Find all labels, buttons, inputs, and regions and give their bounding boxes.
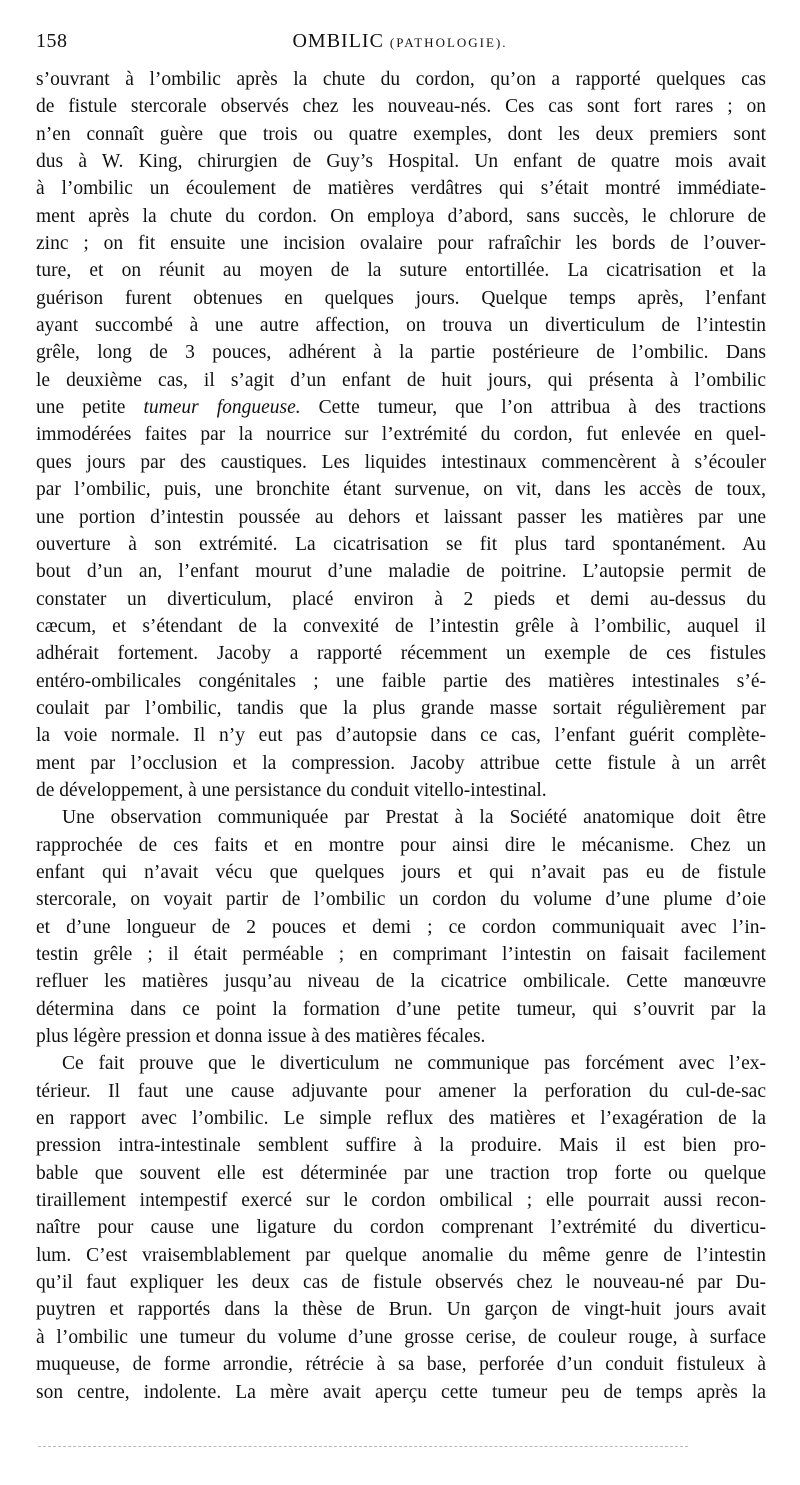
text-line: ayant succombé à une autre affection, on trouva un diverticulum de l’intestin — [36, 315, 766, 337]
text-line: en rapport avec l’ombilic. Le simple reflux des matières et l’exagération de la — [36, 1108, 766, 1130]
text-line: guérison furent obtenues en quelques jours. Quelque temps après, l’enfant — [36, 287, 766, 309]
text-line: Ce fait prouve que le diverticulum ne communique pas forcément avec l’ex- — [62, 1053, 766, 1075]
text-line: testin grêle ; il était perméable ; en comprimant l’intestin on faisait facilement — [36, 944, 766, 965]
text-line: ture, et on réunit au moyen de la suture entortillée. La cicatrisation et la — [36, 260, 766, 282]
text-line: le deuxième cas, il s’agit d’un enfant de huit jours, qui présenta à l’ombilic — [36, 369, 766, 391]
paragraph — [36, 1050, 766, 1405]
text-line — [36, 394, 766, 421]
text-line: ment après la chute du cordon. On employa d’abord, sans succès, le chlorure de — [36, 205, 766, 227]
text-line: bable que souvent elle est déterminée par une traction trop forte ou quelque — [36, 1162, 766, 1184]
footer-rule — [38, 1446, 688, 1447]
paragraph — [36, 804, 766, 1050]
text-line: ques jours par des caustiques. Les liquides intestinaux commencèrent à s’écouler — [36, 451, 766, 473]
text-line: immodérées faites par la nourrice sur l’extrémité du cordon, fut enlevée en quel- — [36, 424, 766, 446]
paragraph — [36, 66, 766, 804]
text-line: refluer les matières jusqu’au niveau de la cicatrice ombilicale. Cette manœuvre — [36, 971, 766, 993]
text-line: rapprochée de ces faits et en montre pour ainsi dire le mécanisme. Chez un — [36, 834, 766, 856]
text-line: entéro-ombilicales congénitales ; une faible partie des matières intestinales s’é- — [36, 670, 766, 692]
text-line: qu’il faut expliquer les deux cas de fistule observés chez le nouveau-né par Du- — [36, 1272, 766, 1294]
running-head — [36, 30, 764, 53]
text-line: bout d’un an, l’enfant mourut d’une maladie de poitrine. L’autopsie permit de — [36, 561, 766, 583]
text-line: enfant qui n’avait vécu que quelques jours et qui n’avait pas eu de fistule — [36, 861, 766, 883]
running-head-title: OMBILIC — [292, 30, 384, 52]
text-line: cæcum, et s’étendant de la convexité de l’intestin grêle à l’ombilic, auquel il — [36, 615, 766, 637]
text-line: térieur. Il faut une cause adjuvante pour amener la perforation du cul-de-sac — [36, 1080, 766, 1102]
text-line: puytren et rapportés dans la thèse de Brun. Un garçon de vingt-huit jours avait — [36, 1299, 766, 1321]
text-line: lum. C’est vraisemblablement par quelque anomalie du même genre de l’intestin — [36, 1244, 766, 1266]
text-segment: Cette tumeur, que l’on attribua à des tractions — [300, 397, 767, 419]
text-line: grêle, long de 3 pouces, adhérent à la partie postérieure de l’ombilic. Dans — [36, 342, 766, 364]
text-line: la voie normale. Il n’y eut pas d’autopsie dans ce cas, l’enfant guérit complète- — [36, 725, 766, 747]
text-line: muqueuse, de forme arrondie, rétrécie à sa base, perforée d’un conduit fistuleux à — [36, 1354, 766, 1376]
text-line: Une observation communiquée par Prestat à la Société anatomique doit être — [62, 807, 766, 829]
text-line: constater un diverticulum, placé environ à 2 pieds et demi au-dessus du — [36, 588, 766, 610]
text-line: et d’une longueur de 2 pouces et demi ; ce cordon communiquait avec l’in- — [36, 916, 766, 938]
text-line: tiraillement intempestif exercé sur le cordon ombilical ; elle pourrait aussi recon- — [36, 1190, 766, 1212]
text-line: à l’ombilic une tumeur du volume d’une grosse cerise, de couleur rouge, à surface — [36, 1326, 766, 1348]
text-line: dus à W. King, chirurgien de Guy’s Hospital. Un enfant de quatre mois avait — [36, 151, 766, 173]
text-segment: une petite — [36, 397, 144, 419]
text-line: ment par l’occlusion et la compression. Jacoby attribue cette fistule à un arrêt — [36, 752, 766, 774]
text-line: n’en connaît guère que trois ou quatre exemples, dont les deux premiers sont — [36, 123, 766, 145]
text-line: plus légère pression et donna issue à des matières fécales. — [36, 1026, 486, 1048]
text-line: adhérait fortement. Jacoby a rapporté récemment un exemple de ces fistules — [36, 643, 766, 665]
text-line: stercorale, on voyait partir de l’ombilic un cordon du volume d’une plume d’oie — [36, 889, 766, 911]
text-line: détermina dans ce point la formation d’une petite tumeur, qui s’ouvrit par la — [36, 998, 766, 1020]
text-line: par l’ombilic, puis, une bronchite étant survenue, on vit, dans les accès de toux, — [36, 479, 766, 501]
body-text — [36, 66, 766, 1406]
text-line: coulait par l’ombilic, tandis que la plus grande masse sortait régulièrement par — [36, 697, 766, 719]
text-line: son centre, indolente. La mère avait aperçu cette tumeur peu de temps après la — [36, 1381, 766, 1403]
text-line: de fistule stercorale observés chez les nouveau-nés. Ces cas sont fort rares ; on — [36, 96, 766, 118]
text-line: pression intra-intestinale semblent suffire à la produire. Mais il est bien pro- — [36, 1135, 766, 1157]
page-number: 158 — [36, 30, 68, 52]
text-line: ouverture à son extrémité. La cicatrisation se fit plus tard spontanément. Au — [36, 533, 766, 555]
text-line: naître pour cause une ligature du cordon comprenant l’extrémité du diverticu- — [36, 1217, 766, 1239]
text-line: s’ouvrant à l’ombilic après la chute du cordon, qu’on a rapporté quelques cas — [36, 69, 766, 90]
running-head-subtitle: (PATHOLOGIE). — [389, 35, 508, 50]
text-line: une portion d’intestin poussée au dehors et laissant passer les matières par une — [36, 506, 766, 528]
text-line: de développement, à une persistance du conduit vitello-intestinal. — [36, 779, 547, 801]
page-header — [36, 30, 764, 56]
text-line: à l’ombilic un écoulement de matières verdâtres qui s’était montré immédiate- — [36, 178, 766, 200]
italic-term: tumeur fongueuse. — [143, 397, 301, 419]
text-line: zinc ; on fit ensuite une incision ovalaire pour rafraîchir les bords de l’ouver- — [36, 233, 766, 255]
